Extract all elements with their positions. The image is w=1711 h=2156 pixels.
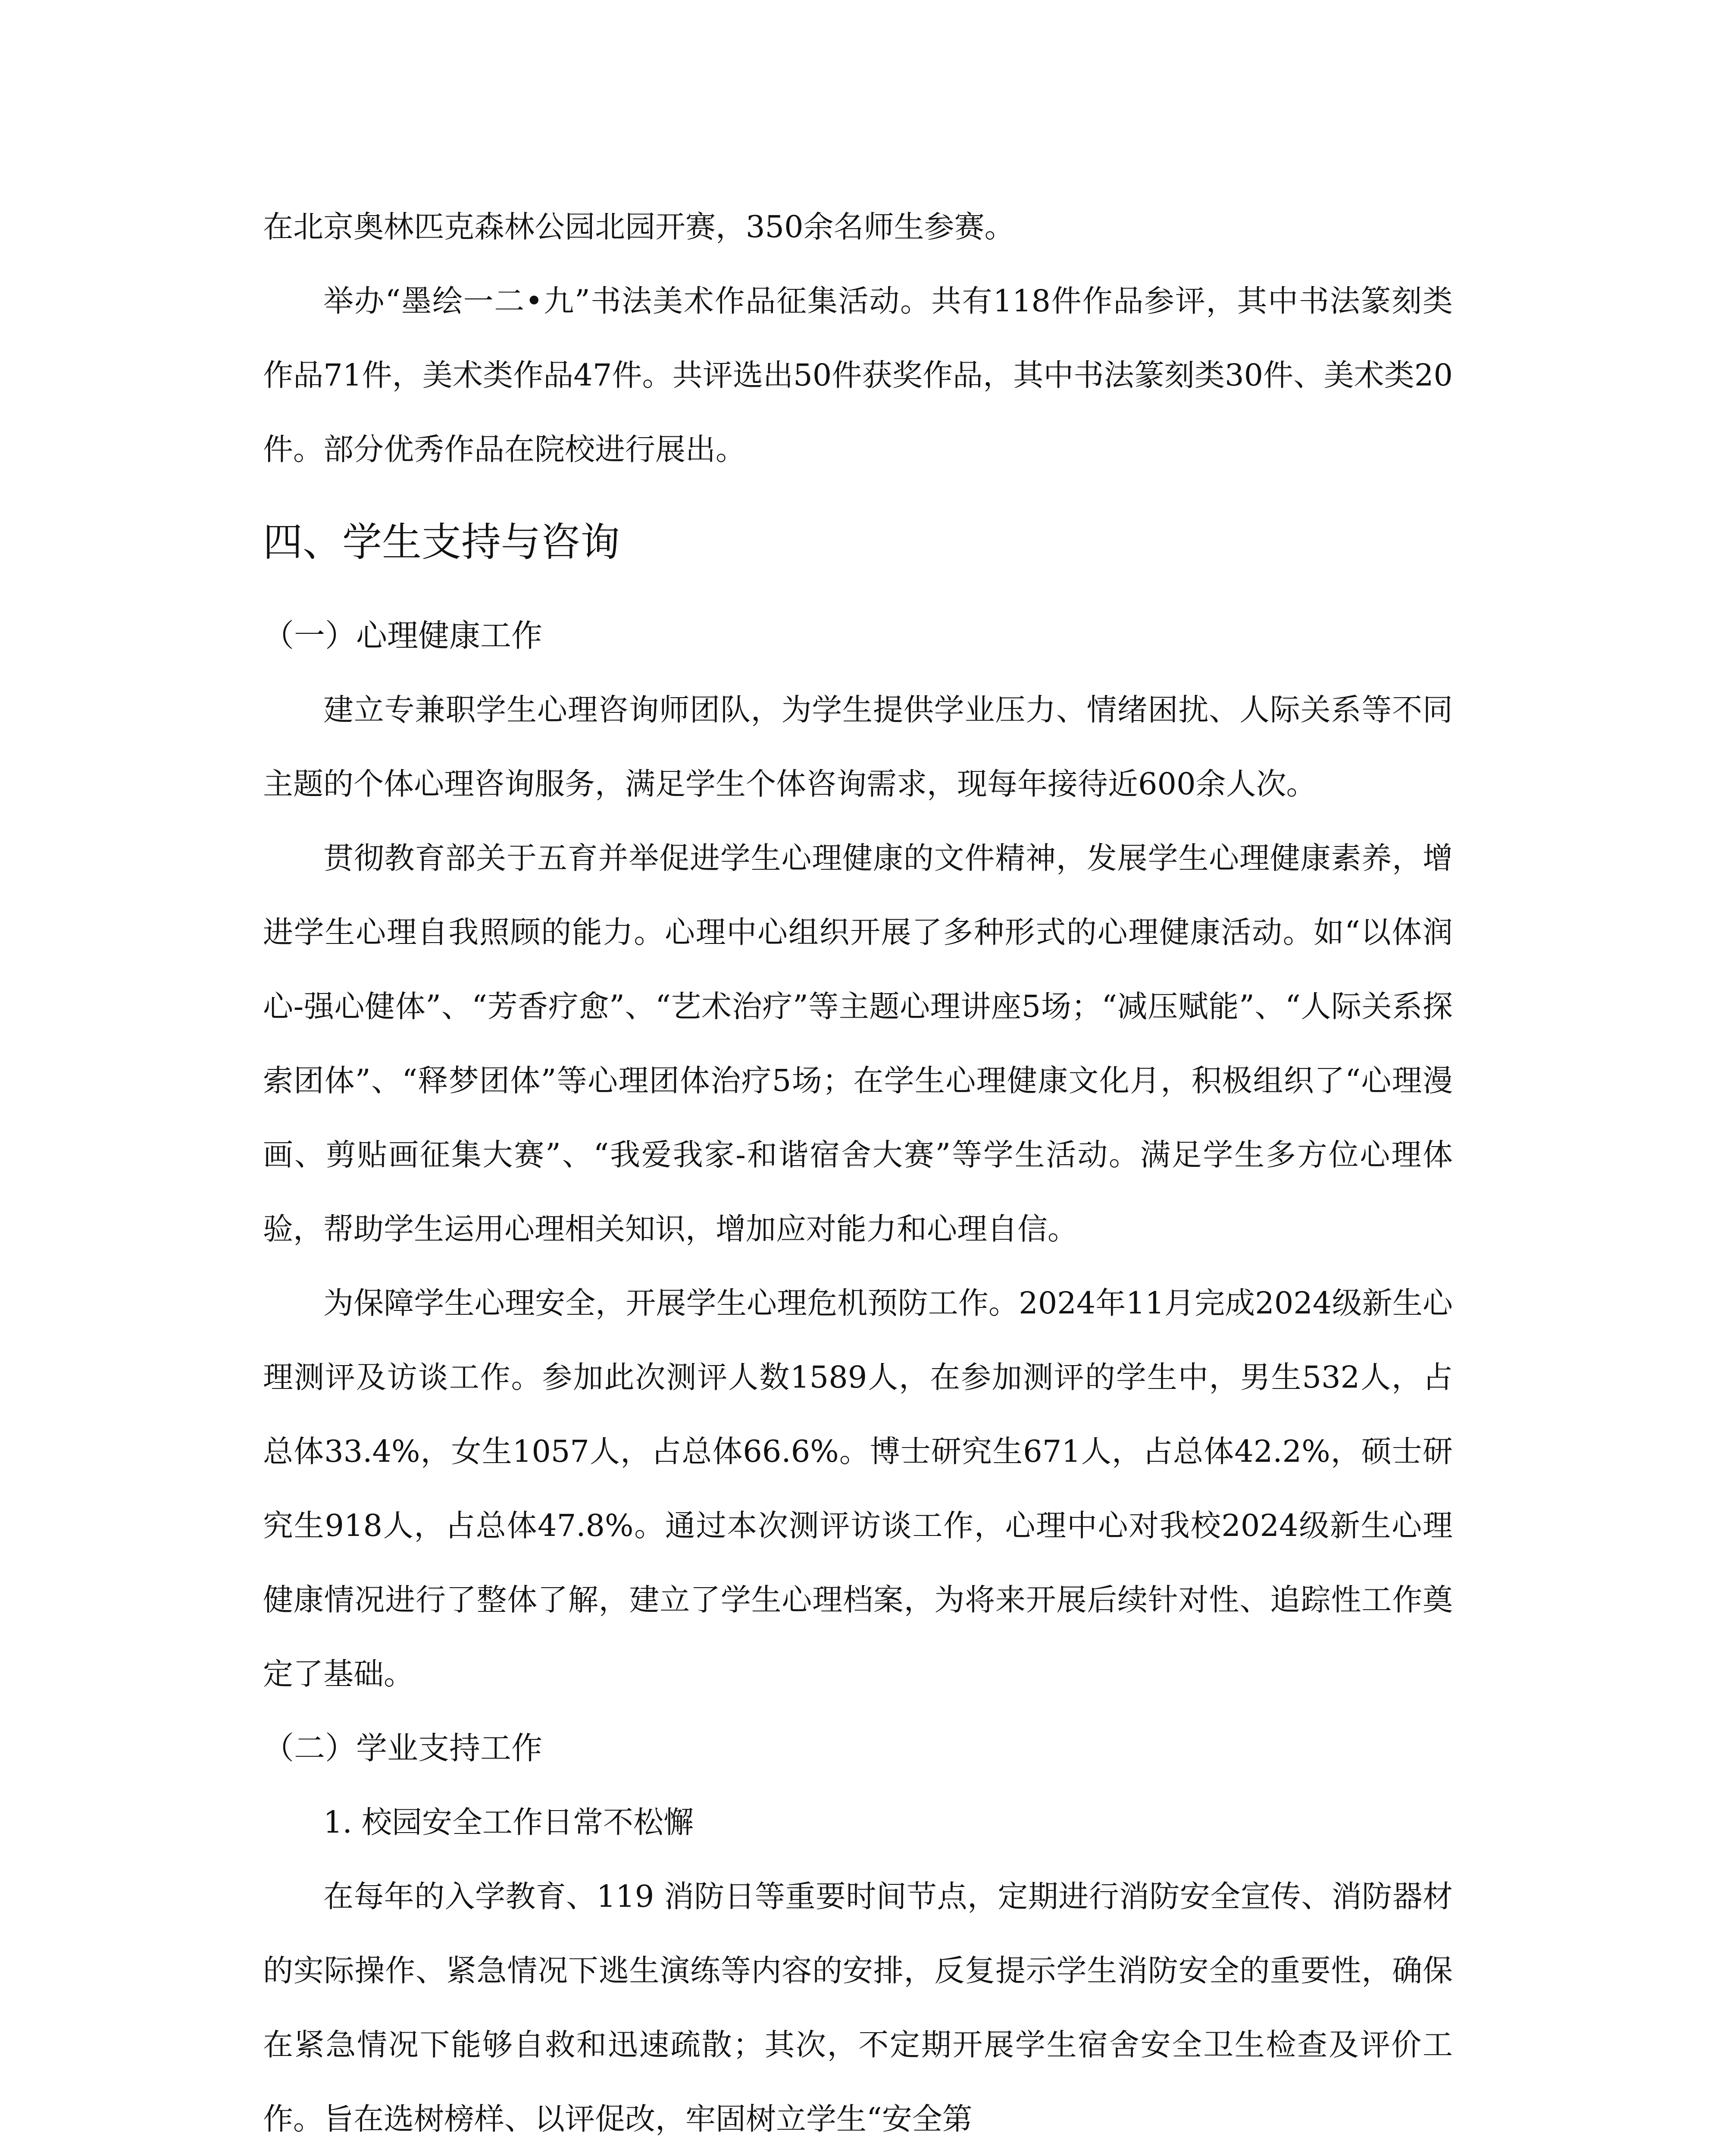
document-body	[263, 190, 1453, 2156]
list-item-campus-safety: 1. 校园安全工作日常不松懈	[323, 1805, 694, 1840]
paragraph-calligraphy-contest: 举办“墨绘一二•九”书法美术作品征集活动。共有118件作品参评，其中书法篆刻类作品71件，美术类作品47件。共评选出50件获奖作品，其中书法篆刻类30件、美术类20件。部分优秀作品在院校进行展出。	[263, 283, 1453, 467]
paragraph-fire-safety: 在每年的入学教育、119 消防日等重要时间节点，定期进行消防安全宣传、消防器材的实际操作、紧急情况下逃生演练等内容的安排，反复提示学生消防安全的重要性，确保在紧急情况下能够自救和迅速疏散；其次，不定期开展学生宿舍安全卫生检查及评价工作。旨在选树榜样、以评促改，牢固树立学生“安全第	[263, 1879, 1453, 2137]
subsection-heading-academic-support: （二）学业支持工作	[263, 1730, 543, 1766]
paragraph-mental-health-activities: 贯彻教育部关于五育并举促进学生心理健康的文件精神，发展学生心理健康素养，增进学生心理自我照顾的能力。心理中心组织开展了多种形式的心理健康活动。如“以体润心-强心健体”、“芳香疗愈”、“艺术治疗”等主题心理讲座5场；“减压赋能”、“人际关系探索团体”、“释梦团体”等心理团体治疗5场；在学生心理健康文化月，积极组织了“心理漫画、剪贴画征集大赛”、“我爱我家-和谐宿舍大赛”等学生活动。满足学生多方位心理体验，帮助学生运用心理相关知识，增加应对能力和心理自信。	[263, 840, 1453, 1247]
paragraph-counselor-team: 建立专兼职学生心理咨询师团队，为学生提供学业压力、情绪困扰、人际关系等不同主题的个体心理咨询服务，满足学生个体咨询需求，现每年接待近600余人次。	[263, 692, 1453, 802]
section-heading-student-support: 四、学生支持与咨询	[263, 519, 620, 565]
paragraph-olympic-park: 在北京奥林匹克森林公园北园开赛，350余名师生参赛。	[263, 209, 1015, 244]
paragraph-crisis-prevention: 为保障学生心理安全，开展学生心理危机预防工作。2024年11月完成2024级新生心理测评及访谈工作。参加此次测评人数1589人，在参加测评的学生中，男生532人，占总体33.4%，女生1057人，占总体66.6%。博士研究生671人，占总体42.2%，硕士研究生918人，占总体47.8%。通过本次测评访谈工作，心理中心对我校2024级新生心理健康情况进行了整体了解，建立了学生心理档案，为将来开展后续针对性、追踪性工作奠定了基础。	[263, 1285, 1453, 1692]
subsection-heading-mental-health: （一）心理健康工作	[263, 617, 543, 654]
